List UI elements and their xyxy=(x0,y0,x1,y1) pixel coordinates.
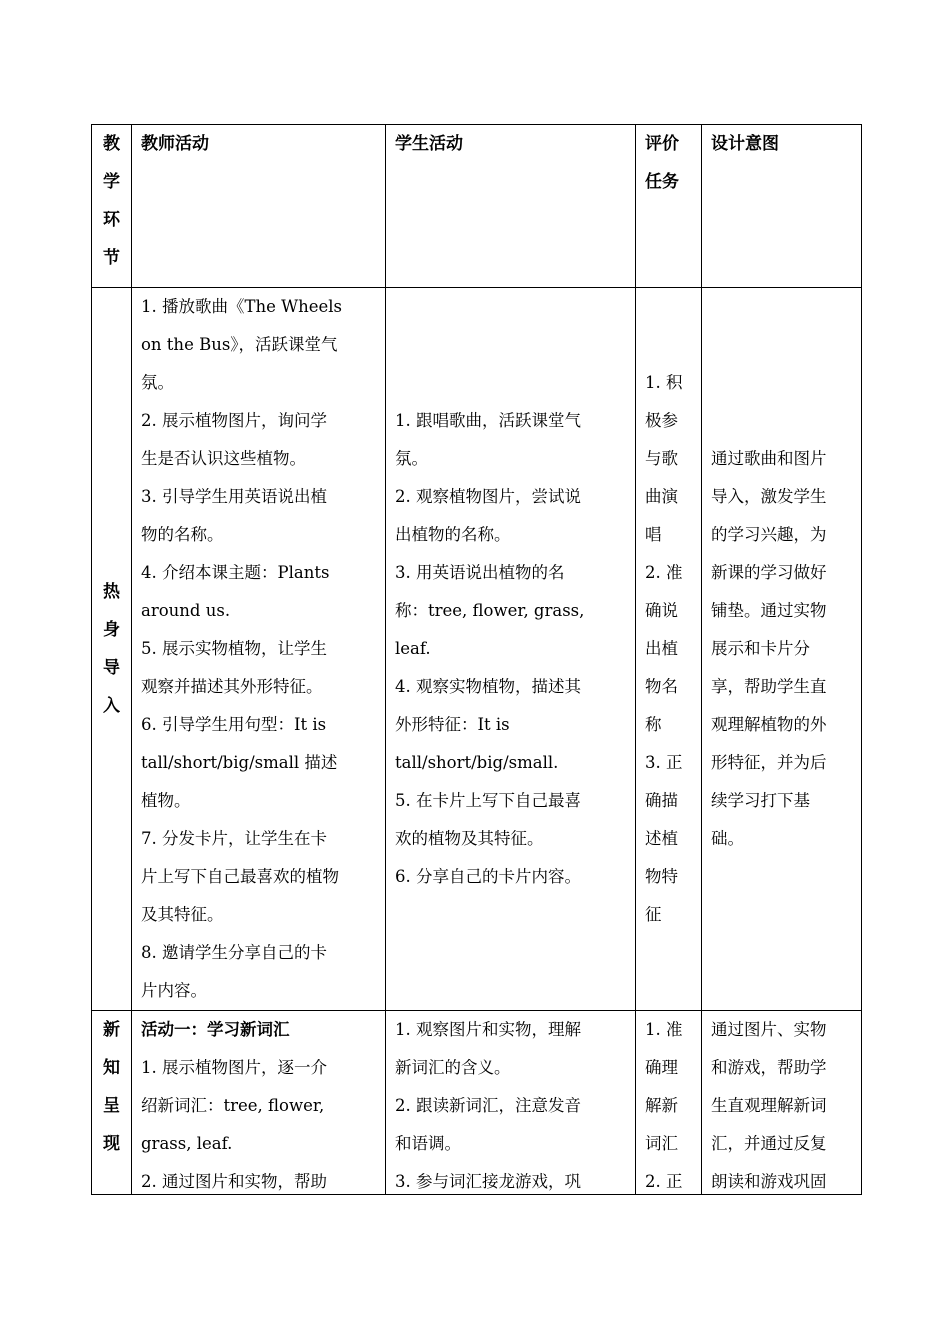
new-teacher-cell xyxy=(132,1011,386,1195)
warmup-eval-tasks: 1. 积 极参 与歌 曲演 唱 2. 准 确说 出植 物名 称 3. 正 确描 述植 物特 征 xyxy=(645,373,683,924)
table-header-row xyxy=(92,125,862,288)
header-teacher-cell xyxy=(132,125,386,288)
new-stage-cell xyxy=(92,1011,132,1195)
new-student-cell xyxy=(386,1011,636,1195)
header-design-cell xyxy=(702,125,862,288)
header-stage: 教 学 环 节 xyxy=(103,134,120,268)
warmup-eval-cell xyxy=(636,288,702,1011)
activity-title: 活动一：学习新词汇 xyxy=(141,1020,290,1039)
header-student-cell xyxy=(386,125,636,288)
warmup-student-cell xyxy=(386,288,636,1011)
lesson-plan-table xyxy=(91,124,862,1195)
header-eval-cell xyxy=(636,125,702,288)
warmup-design-cell xyxy=(702,288,862,1011)
warmup-teacher-cell xyxy=(132,288,386,1011)
table-row-warmup xyxy=(92,288,862,1011)
header-eval: 评价 任务 xyxy=(645,134,679,192)
new-student-activities: 1. 观察图片和实物，理解 新词汇的含义。 2. 跟读新词汇，注意发音 和语调。 3. 参与词汇接龙游戏，巩 xyxy=(395,1020,581,1191)
new-design-cell xyxy=(702,1011,862,1195)
new-eval-cell xyxy=(636,1011,702,1195)
header-teacher: 教师活动 xyxy=(141,134,209,154)
new-eval-tasks: 1. 准 确理 解新 词汇 2. 正 xyxy=(645,1020,683,1191)
header-design: 设计意图 xyxy=(711,134,779,154)
new-stage: 新 知 呈 现 xyxy=(103,1020,120,1154)
warmup-stage: 热 身 导 入 xyxy=(103,582,120,716)
header-stage-cell xyxy=(92,125,132,288)
header-student: 学生活动 xyxy=(395,134,463,154)
table-row-new-knowledge xyxy=(92,1011,862,1195)
warmup-stage-cell xyxy=(92,288,132,1011)
warmup-design-intent: 通过歌曲和图片 导入，激发学生 的学习兴趣，为 新课的学习做好 铺垫。通过实物 展示和卡片分 享，帮助学生直 观理解植物的外 形特征，并为后 续学习打下基 础。 xyxy=(711,449,827,848)
warmup-teacher-activities: 1. 播放歌曲《The Wheels on the Bus》，活跃课堂气 氛。 2. 展示植物图片，询问学 生是否认识这些植物。 3. 引导学生用英语说出植 物的名称。 4. 介绍本课主题：Plants around us. 5. 展示实物植物，让学生 观察并描述其外形特征。 6. 引导学生用句型：It is tall/short/big/small 描述 植物。 7. 分发卡片，让学生在卡 片上写下自己最喜欢的植物 及其特征。 8. 邀请学生分享自己的卡 片内容。 xyxy=(141,297,342,1000)
warmup-student-activities: 1. 跟唱歌曲，活跃课堂气 氛。 2. 观察植物图片，尝试说 出植物的名称。 3. 用英语说出植物的名 称：tree, flower, grass, leaf. 4. 观察实物植物，描述其 外形特征：It is tall/short/big/small. 5. 在卡片上写下自己最喜 欢的植物及其特征。 6. 分享自己的卡片内容。 xyxy=(395,411,585,886)
new-design-intent: 通过图片、实物 和游戏，帮助学 生直观理解新词 汇，并通过反复 朗读和游戏巩固 xyxy=(711,1020,827,1191)
new-teacher-activities: 活动一：学习新词汇 1. 展示植物图片，逐一介 绍新词汇：tree, flower, grass, leaf. 2. 通过图片和实物，帮助 xyxy=(132,1011,385,1194)
